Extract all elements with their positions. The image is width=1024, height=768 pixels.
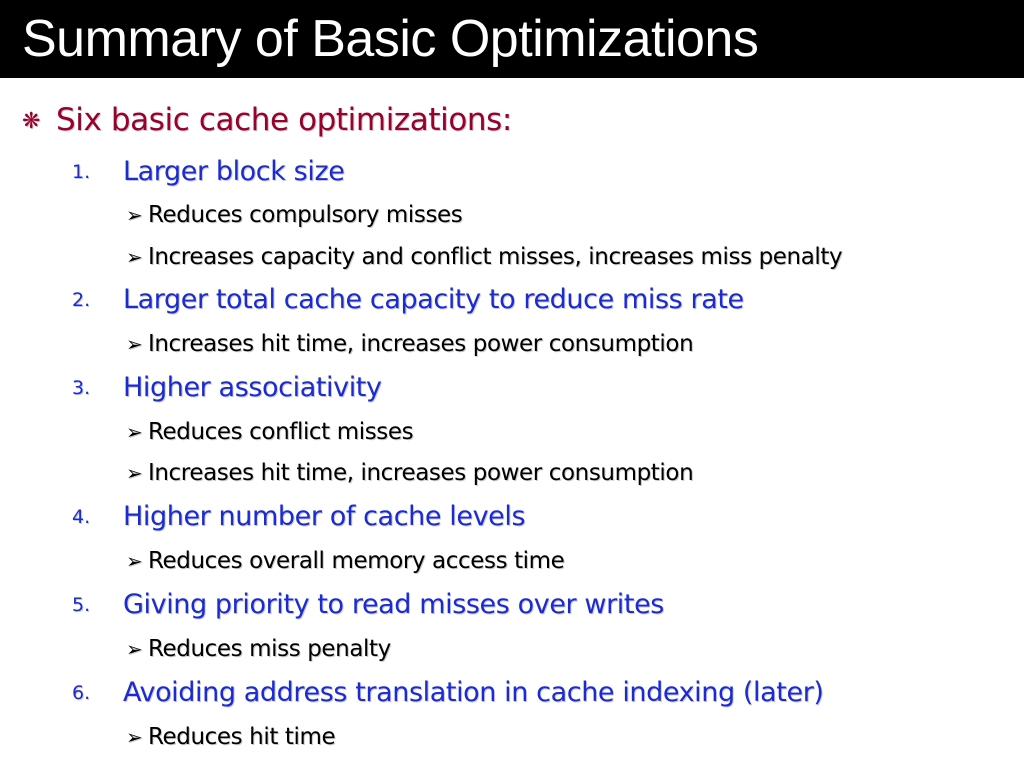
arrow-bullet-icon: ➢ — [126, 725, 143, 749]
list-item — [72, 282, 744, 318]
sub-item — [126, 416, 413, 448]
item-number: 4. — [72, 506, 91, 528]
sub-item — [126, 241, 842, 273]
item-number: 6. — [72, 682, 91, 704]
item-number: 1. — [72, 161, 91, 183]
item-text: Larger total cache capacity to reduce miss rate — [123, 284, 744, 315]
arrow-bullet-icon: ➢ — [126, 245, 143, 269]
item-number: 2. — [72, 289, 91, 311]
sub-item-text: Reduces compulsory misses — [148, 202, 463, 228]
sub-item-text: Increases capacity and conflict misses, increases miss penalty — [148, 244, 843, 270]
item-text: Larger block size — [123, 156, 345, 187]
list-item — [72, 154, 344, 190]
sub-item — [126, 633, 391, 665]
arrow-bullet-icon: ➢ — [126, 637, 143, 661]
heading-text: Six basic cache optimizations: — [56, 102, 512, 138]
arrow-bullet-icon: ➢ — [126, 420, 143, 444]
sub-item-text: Reduces miss penalty — [148, 636, 391, 662]
item-number: 3. — [72, 377, 91, 399]
sub-item — [126, 721, 335, 753]
sub-item — [126, 457, 693, 489]
item-text: Giving priority to read misses over writes — [123, 589, 664, 620]
sub-item-text: Increases hit time, increases power consumption — [148, 331, 694, 357]
heading-bullet — [22, 98, 512, 144]
sub-item-text: Increases hit time, increases power consumption — [148, 460, 694, 486]
list-item — [72, 499, 525, 535]
list-item — [72, 587, 664, 623]
item-number: 5. — [72, 594, 91, 616]
arrow-bullet-icon: ➢ — [126, 332, 143, 356]
sub-item-text: Reduces overall memory access time — [148, 548, 565, 574]
item-text: Higher associativity — [123, 372, 382, 403]
arrow-bullet-icon: ➢ — [126, 203, 143, 227]
arrow-bullet-icon: ➢ — [126, 461, 143, 485]
sub-item-text: Reduces hit time — [148, 724, 336, 750]
item-text: Higher number of cache levels — [123, 501, 526, 532]
arrow-bullet-icon: ➢ — [126, 549, 143, 573]
list-item — [72, 370, 382, 406]
item-text: Avoiding address translation in cache indexing (later) — [123, 677, 824, 708]
list-item — [72, 675, 824, 711]
sub-item-text: Reduces conflict misses — [148, 419, 414, 445]
sub-item — [126, 545, 564, 577]
slide-title: Summary of Basic Optimizations — [22, 10, 759, 68]
sub-item — [126, 328, 693, 360]
asterisk-bullet-icon: ❋ — [22, 109, 41, 134]
sub-item — [126, 199, 462, 231]
